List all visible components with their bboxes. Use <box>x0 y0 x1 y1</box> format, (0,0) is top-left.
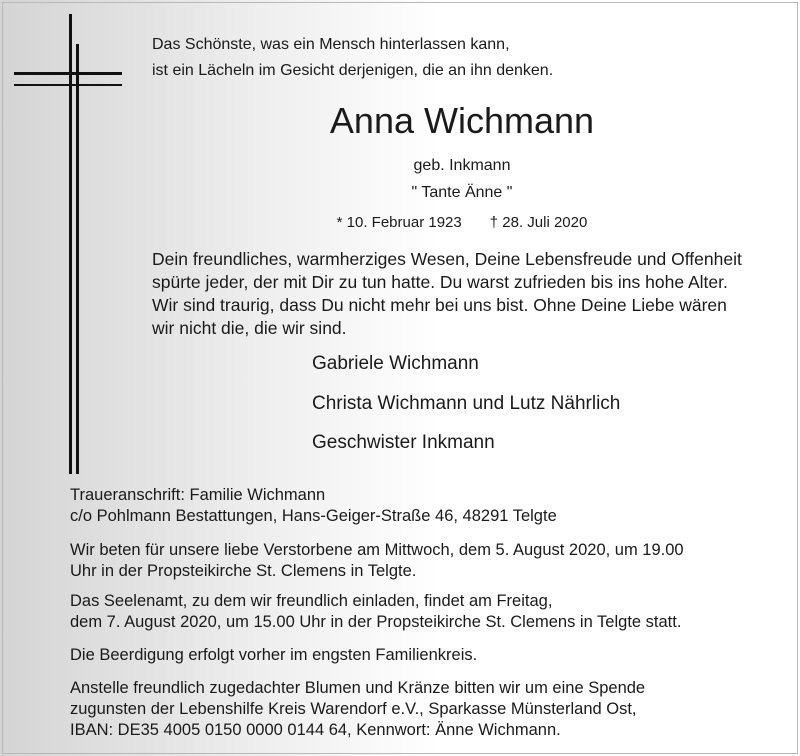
cross-icon <box>14 14 124 474</box>
requiem-line-1: Das Seelenamt, zu dem wir freundlich einladen, findet am Freitag, <box>70 592 553 610</box>
prayer-line-1: Wir beten für unsere liebe Verstorbene am Mittwoch, dem 5. August 2020, um 19.00 <box>70 541 684 559</box>
mourner-1: Gabriele Wichmann <box>312 353 479 374</box>
donation-line-1: Anstelle freundlich zugedachter Blumen und Kränze bitten wir um eine Spende <box>70 679 646 697</box>
tribute-line-3: Wir sind traurig, dass Du nicht mehr bei uns bist. Ohne Deine Liebe wären <box>152 295 727 315</box>
tribute-line-1: Dein freundliches, warmherziges Wesen, Deine Lebensfreude und Offenheit <box>152 249 742 269</box>
donation-line-3: IBAN: DE35 4005 0150 0000 0144 64, Kennwort: Änne Wichmann. <box>70 721 561 739</box>
prayer-line-2: Uhr in der Propsteikirche St. Clemens in Telgte. <box>70 562 417 580</box>
quote-line-1: Das Schönste, was ein Mensch hinterlassen kann, <box>152 36 510 53</box>
birth-date: * 10. Februar 1923 <box>336 214 462 231</box>
death-date: † 28. Juli 2020 <box>489 214 588 231</box>
mourner-2: Christa Wichmann und Lutz Nährlich <box>312 393 621 414</box>
tribute-line-2: spürte jeder, der mit Dir zu tun hatte. Du warst zufrieden bis ins hohe Alter. <box>152 272 728 292</box>
burial-note: Die Beerdigung erfolgt vorher im engsten Familienkreis. <box>70 646 478 664</box>
deceased-name: Anna Wichmann <box>329 100 595 141</box>
maiden-name: geb. Inkmann <box>413 157 511 174</box>
requiem-line-2: dem 7. August 2020, um 15.00 Uhr in der Propsteikirche St. Clemens in Telgte statt. <box>70 613 682 631</box>
address-line-2: c/o Pohlmann Bestattungen, Hans-Geiger-Straße 46, 48291 Telgte <box>70 507 557 525</box>
nickname: " Tante Änne " <box>411 184 513 201</box>
life-dates <box>124 214 800 231</box>
quote-line-2: ist ein Lächeln im Gesicht derjenigen, die an ihn denken. <box>152 62 554 79</box>
donation-line-2: zugunsten der Lebenshilfe Kreis Warendorf e.V., Sparkasse Münsterland Ost, <box>70 700 637 718</box>
address-line-1: Traueranschrift: Familie Wichmann <box>70 486 326 504</box>
tribute-line-4: wir nicht die, die wir sind. <box>152 318 347 338</box>
mourner-3: Geschwister Inkmann <box>312 432 495 453</box>
